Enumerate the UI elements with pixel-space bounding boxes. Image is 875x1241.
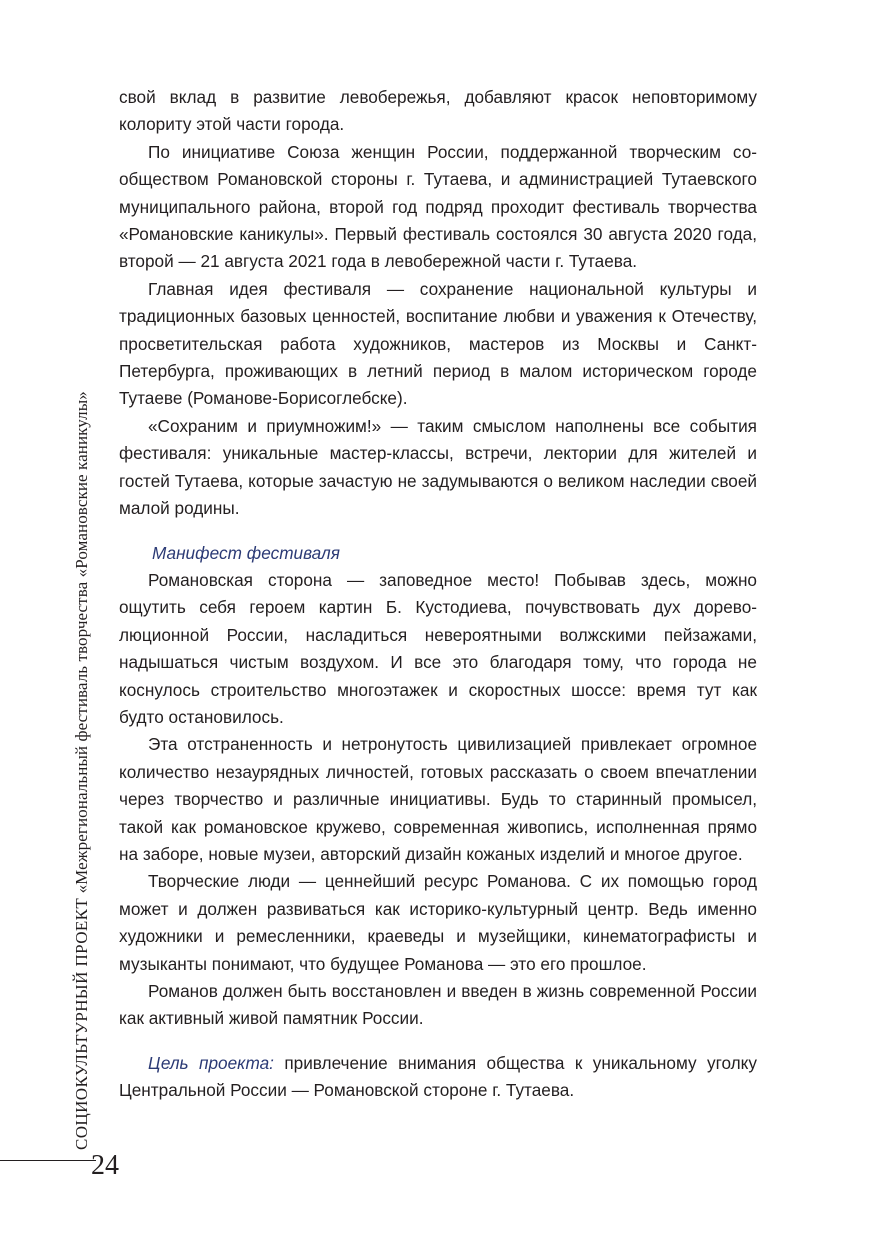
section-spacer — [119, 1033, 757, 1050]
manifest-heading: Манифест фестиваля — [152, 542, 340, 563]
goal-text: привлечение внимания общества к уникальному уголку Центральной России — Романовской стороне г. Тутаева. — [119, 1052, 757, 1101]
sidebar-project-caps: СОЦИОКУЛЬТУРНЫЙ ПРОЕКТ — [72, 897, 91, 1150]
paragraph: Творческие люди — ценнейший ресурс Романова. С их помощью город может и должен развиваться как историко-культурный центр. Ведь именно художники и ремесленники, краеведы и музейщики, кинематографисты и музыканты понимают, что будущее Романова — это его прошлое. — [119, 871, 757, 974]
paragraph: Эта отстраненность и нетронутость цивилизацией привлекает огромное количество незаурядных личностей, готовых рассказать о своем впечатлении через творчество и различные инициативы. Будь то старинный промысел, такой как романовское кружево, современная живопись, исполненная прямо на заборе, новые музеи, авторский дизайн кожаных изделий и многое другое. — [119, 734, 757, 864]
goal-label: Цель проекта: — [148, 1052, 274, 1073]
sidebar-project-title: «Межрегиональный фестиваль творчества «Романовские каникулы» — [72, 391, 91, 898]
page-number: 24 — [91, 1150, 119, 1181]
paragraph: «Сохраним и приумножим!» — таким смыслом наполнены все события фестиваля: уникальные мастер-классы, встречи, лектории для жителей и гостей Тутаева, которые зачастую не задумываются о великом наследии своей малой родины. — [119, 415, 757, 519]
section-spacer — [119, 523, 757, 540]
sidebar-running-title — [72, 310, 92, 1150]
main-text — [119, 84, 757, 1105]
paragraph: Романовская сторона — заповедное место! Побывав здесь, можно ощутить себя героем картин Б. Кустодиева, почувствовать дух дореволюционной России, насладиться невероятными волжскими пейзажами, надышаться чистым воздухом. И все это благодаря тому, что города не коснулось строительство многоэтажек и скоростных шоссе: время тут как будто остановилось. — [119, 569, 757, 727]
paragraph: свой вклад в развитие левобережья, добавляют красок неповторимому колориту этой части города. — [119, 87, 757, 135]
paragraph: По инициативе Союза женщин России, поддержанной творческим сообществом Романовской стороны г. Тутаева, и администрацией Тутаевского муниципального района, второй год подряд проходит фестиваль творчества «Романовские каникулы». Первый фестиваль состоялся 30 августа 2020 года, второй — 21 августа 2021 года в левобережной части г. Тутаева. — [119, 141, 757, 272]
page-number-rule — [0, 1160, 96, 1161]
goal-paragraph — [119, 1050, 757, 1105]
paragraph: Главная идея фестиваля — сохранение национальной культуры и традиционных базовых ценностей, воспитание любви и уважения к Отечеству, просветительская работа художников, мастеров из Москвы и Санкт-Петербурга, проживающих в летний период в малом историческом городе Тутаеве (Романове-Борисоглебске). — [119, 278, 757, 409]
paragraph: Романов должен быть восстановлен и введен в жизнь современной России как активный живой памятник России. — [119, 981, 757, 1029]
